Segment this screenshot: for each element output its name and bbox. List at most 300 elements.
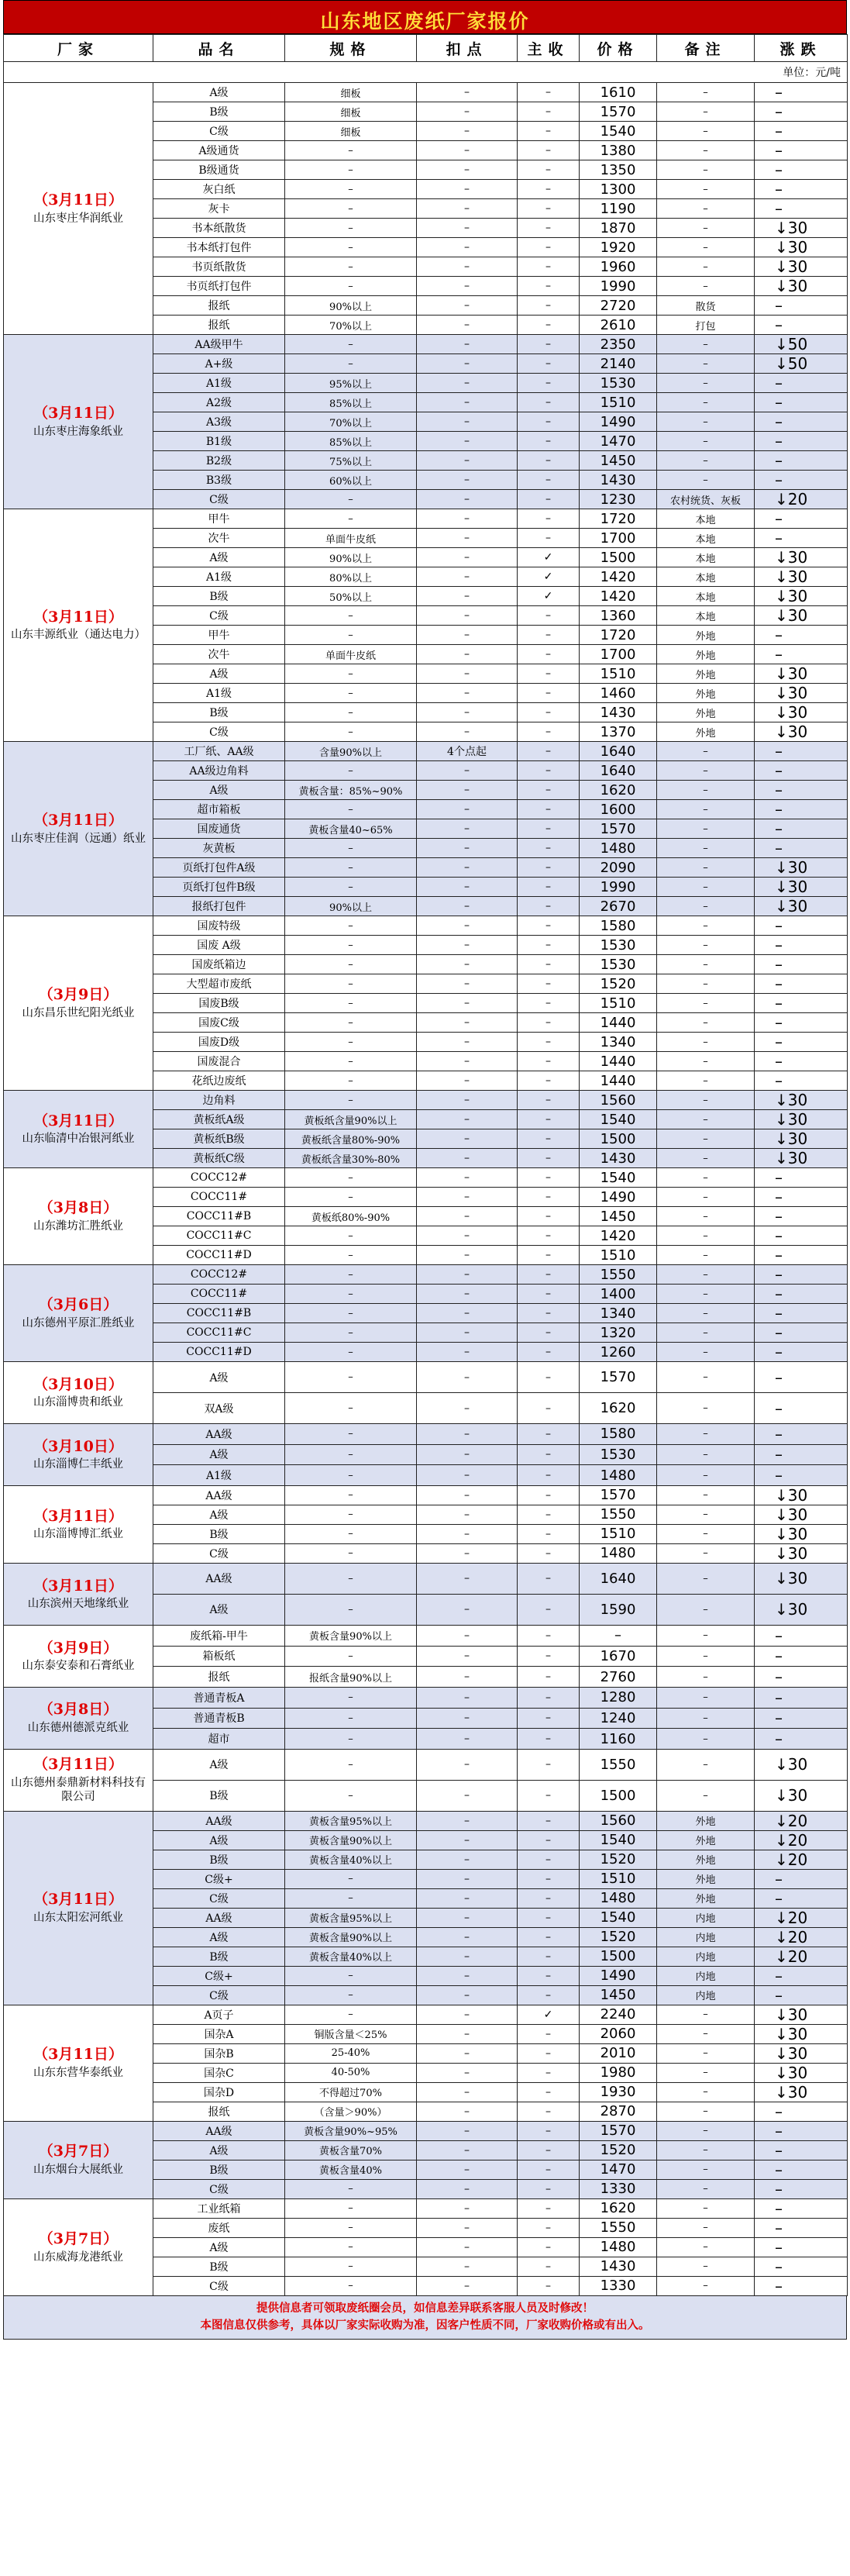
product-name-cell: A级 (153, 1505, 285, 1524)
price-cell: 1930 (580, 2082, 657, 2102)
spec-cell: 单面牛皮纸 (285, 529, 417, 548)
deduction-cell: – (417, 1927, 518, 1947)
spec-cell: – (285, 703, 417, 722)
main-collect-cell: – (518, 858, 580, 878)
main-collect-cell: – (518, 839, 580, 858)
spec-cell: – (285, 1304, 417, 1323)
product-name-cell: B2级 (153, 451, 285, 471)
change-cell: – (755, 626, 848, 645)
product-name-cell: 花纸边废纸 (153, 1071, 285, 1091)
remark-cell: – (657, 1625, 755, 1646)
remark-cell: – (657, 1362, 755, 1393)
price-cell: 1560 (580, 1811, 657, 1830)
spec-cell: 含量90%以上 (285, 742, 417, 761)
remark-cell: – (657, 1246, 755, 1265)
product-name-cell: B级 (153, 1850, 285, 1869)
spec-cell: – (285, 1485, 417, 1505)
header-deduction: 扣点 (417, 35, 518, 62)
price-cell: 1540 (580, 1830, 657, 1850)
price-cell: 1670 (580, 1646, 657, 1667)
price-cell: 1480 (580, 1465, 657, 1486)
main-collect-cell: – (518, 1129, 580, 1149)
factory-date: （3月11日） (33, 608, 123, 626)
change-cell: ↓30 (755, 1091, 848, 1110)
product-name-cell: 报纸 (153, 296, 285, 316)
deduction-cell: – (417, 1304, 518, 1323)
deduction-cell: – (417, 1323, 518, 1343)
spec-cell: – (285, 1424, 417, 1445)
price-cell: 1530 (580, 1444, 657, 1465)
product-name-cell: B级 (153, 587, 285, 606)
remark-cell: – (657, 1304, 755, 1323)
price-cell: 1510 (580, 664, 657, 684)
product-name-cell: 甲牛 (153, 509, 285, 529)
main-collect-cell: – (518, 1687, 580, 1708)
product-name-cell: A级 (153, 1749, 285, 1780)
price-cell: 1510 (580, 1869, 657, 1888)
deduction-cell: – (417, 374, 518, 393)
deduction-cell: – (417, 1908, 518, 1927)
price-cell: 1480 (580, 839, 657, 858)
change-cell: – (755, 2218, 848, 2237)
footer-notice (3, 2296, 847, 2340)
price-cell: 1640 (580, 761, 657, 781)
main-collect-cell: – (518, 2179, 580, 2198)
remark-cell: – (657, 122, 755, 141)
header-price: 价格 (580, 35, 657, 62)
deduction-cell: – (417, 412, 518, 432)
remark-cell: 内地 (657, 1966, 755, 1985)
product-name-cell: A1级 (153, 374, 285, 393)
deduction-cell: – (417, 2024, 518, 2043)
price-cell: 1570 (580, 819, 657, 839)
factory-date: （3月11日） (33, 405, 123, 422)
spec-cell: – (285, 257, 417, 277)
spec-cell: 黄板纸含量90%以上 (285, 1110, 417, 1129)
change-cell: ↓30 (755, 606, 848, 626)
spec-cell: 细板 (285, 83, 417, 102)
spec-cell: 50%以上 (285, 587, 417, 606)
main-collect-cell: – (518, 1265, 580, 1285)
change-cell: ↓30 (755, 1149, 848, 1168)
change-cell: ↓30 (755, 897, 848, 916)
main-collect-cell: – (518, 800, 580, 819)
product-name-cell: 废纸 (153, 2218, 285, 2237)
spec-cell: – (285, 1013, 417, 1033)
price-cell: 1490 (580, 1966, 657, 1985)
factory-cell (4, 1563, 153, 1625)
change-cell: ↓30 (755, 1505, 848, 1524)
product-name-cell: 国废C级 (153, 1013, 285, 1033)
remark-cell: – (657, 1524, 755, 1543)
change-cell: ↓30 (755, 664, 848, 684)
spec-cell: – (285, 2179, 417, 2198)
price-cell: 1640 (580, 742, 657, 761)
remark-cell: – (657, 1505, 755, 1524)
deduction-cell: – (417, 761, 518, 781)
remark-cell: – (657, 354, 755, 374)
deduction-cell: – (417, 1749, 518, 1780)
main-collect-cell: – (518, 1071, 580, 1091)
header-remark: 备注 (657, 35, 755, 62)
header-factory: 厂家 (4, 35, 153, 62)
deduction-cell: – (417, 1485, 518, 1505)
product-name-cell: 页纸打包件B级 (153, 878, 285, 897)
price-cell: 1370 (580, 722, 657, 742)
spec-cell: – (285, 1687, 417, 1708)
spec-cell: – (285, 761, 417, 781)
change-cell: – (755, 2198, 848, 2218)
product-name-cell: COCC11#B (153, 1304, 285, 1323)
deduction-cell: – (417, 1687, 518, 1708)
remark-cell: – (657, 994, 755, 1013)
unit-row (4, 62, 848, 83)
deduction-cell: – (417, 219, 518, 238)
change-cell: ↓30 (755, 257, 848, 277)
deduction-cell: – (417, 819, 518, 839)
deduction-cell: – (417, 839, 518, 858)
main-collect-cell: – (518, 1966, 580, 1985)
change-cell: – (755, 742, 848, 761)
remark-cell: – (657, 102, 755, 122)
change-cell: ↓30 (755, 1543, 848, 1563)
remark-cell: – (657, 2121, 755, 2140)
table-row (4, 1362, 848, 1393)
spec-cell: 70%以上 (285, 316, 417, 335)
spec-cell: – (285, 1362, 417, 1393)
change-cell: ↓50 (755, 335, 848, 354)
product-name-cell: COCC11#D (153, 1343, 285, 1362)
remark-cell: – (657, 1749, 755, 1780)
remark-cell: 外地 (657, 1811, 755, 1830)
remark-cell: – (657, 936, 755, 955)
price-cell: 1620 (580, 2198, 657, 2218)
spec-cell: – (285, 1563, 417, 1594)
deduction-cell: – (417, 1850, 518, 1869)
deduction-cell: – (417, 1110, 518, 1129)
price-cell: 1300 (580, 180, 657, 199)
table-row (4, 916, 848, 936)
price-cell: 1430 (580, 471, 657, 490)
deduction-cell: – (417, 548, 518, 567)
spec-cell: – (285, 160, 417, 180)
spec-cell: – (285, 354, 417, 374)
deduction-cell: – (417, 1985, 518, 2005)
remark-cell: – (657, 1149, 755, 1168)
product-name-cell: 报纸 (153, 1667, 285, 1688)
main-collect-cell: – (518, 1285, 580, 1304)
deduction-cell: – (417, 451, 518, 471)
factory-date: （3月11日） (33, 1112, 123, 1129)
remark-cell: – (657, 141, 755, 160)
deduction-cell: – (417, 974, 518, 994)
deduction-cell: – (417, 1646, 518, 1667)
spec-cell: 75%以上 (285, 451, 417, 471)
spec-cell: – (285, 664, 417, 684)
spec-cell: – (285, 626, 417, 645)
spec-cell: 报纸含量90%以上 (285, 1667, 417, 1688)
main-collect-cell: – (518, 974, 580, 994)
main-collect-cell: – (518, 316, 580, 335)
main-collect-cell: – (518, 1780, 580, 1811)
product-name-cell: COCC12# (153, 1265, 285, 1285)
deduction-cell: – (417, 1013, 518, 1033)
remark-cell: – (657, 1226, 755, 1246)
factory-name: 山东威海龙港纸业 (33, 2250, 123, 2264)
main-collect-cell: – (518, 742, 580, 761)
deduction-cell: – (417, 897, 518, 916)
main-collect-cell: – (518, 335, 580, 354)
change-cell: ↓30 (755, 2005, 848, 2024)
deduction-cell: – (417, 2140, 518, 2160)
main-collect-cell: – (518, 936, 580, 955)
change-cell: – (755, 1265, 848, 1285)
spec-cell: – (285, 490, 417, 509)
product-name-cell: 国杂D (153, 2082, 285, 2102)
factory-name: 山东泰安泰和石膏纸业 (22, 1660, 135, 1673)
product-name-cell: 报纸 (153, 316, 285, 335)
factory-name: 山东潍坊汇胜纸业 (33, 1219, 123, 1233)
remark-cell: – (657, 277, 755, 296)
remark-cell: – (657, 2218, 755, 2237)
price-cell: 1520 (580, 2140, 657, 2160)
remark-cell: – (657, 742, 755, 761)
remark-cell: – (657, 1687, 755, 1708)
product-name-cell: 甲牛 (153, 626, 285, 645)
spec-cell: 黄板纸80%-90% (285, 1207, 417, 1226)
product-name-cell: A级通货 (153, 141, 285, 160)
main-collect-cell: – (518, 2218, 580, 2237)
spec-cell: – (285, 1780, 417, 1811)
factory-name: 山东淄博博汇纸业 (33, 1528, 123, 1541)
deduction-cell: – (417, 800, 518, 819)
remark-cell: – (657, 1708, 755, 1729)
spec-cell: – (285, 219, 417, 238)
table-row (4, 1811, 848, 1830)
remark-cell: – (657, 761, 755, 781)
remark-cell: 内地 (657, 1908, 755, 1927)
remark-cell: – (657, 839, 755, 858)
price-cell: 1530 (580, 955, 657, 974)
price-cell: 1440 (580, 1052, 657, 1071)
deduction-cell: – (417, 1226, 518, 1246)
spec-cell: – (285, 858, 417, 878)
spec-cell: 黄板纸含量30%-80% (285, 1149, 417, 1168)
main-collect-cell: – (518, 819, 580, 839)
spec-cell: 黄板含量95%以上 (285, 1811, 417, 1830)
price-cell: 1440 (580, 1013, 657, 1033)
product-name-cell: 灰白纸 (153, 180, 285, 199)
spec-cell: 90%以上 (285, 548, 417, 567)
product-name-cell: COCC11# (153, 1285, 285, 1304)
spec-cell: – (285, 1646, 417, 1667)
main-collect-cell: – (518, 781, 580, 800)
price-cell: 1330 (580, 2276, 657, 2295)
change-cell: – (755, 83, 848, 102)
product-name-cell: COCC11#D (153, 1246, 285, 1265)
spec-cell: – (285, 141, 417, 160)
change-cell: ↓30 (755, 1749, 848, 1780)
product-name-cell: B级 (153, 2160, 285, 2179)
price-cell: 1470 (580, 2160, 657, 2179)
price-cell: 2140 (580, 354, 657, 374)
remark-cell: 外地 (657, 684, 755, 703)
deduction-cell: – (417, 1071, 518, 1091)
remark-cell: – (657, 1013, 755, 1033)
product-name-cell: 页纸打包件A级 (153, 858, 285, 878)
price-cell: 1500 (580, 1780, 657, 1811)
price-cell: 1420 (580, 567, 657, 587)
spec-cell: – (285, 199, 417, 219)
product-name-cell: A级 (153, 664, 285, 684)
table-row (4, 335, 848, 354)
deduction-cell: – (417, 645, 518, 664)
factory-cell (4, 1362, 153, 1424)
product-name-cell: A3级 (153, 412, 285, 432)
deduction-cell: – (417, 2005, 518, 2024)
change-cell: – (755, 955, 848, 974)
spec-cell: – (285, 1869, 417, 1888)
factory-cell (4, 1424, 153, 1486)
change-cell: – (755, 2237, 848, 2257)
deduction-cell: – (417, 122, 518, 141)
spec-cell: – (285, 2257, 417, 2276)
remark-cell: – (657, 1646, 755, 1667)
price-cell: 1960 (580, 257, 657, 277)
main-collect-cell: ✓ (518, 548, 580, 567)
main-collect-cell: – (518, 2257, 580, 2276)
deduction-cell: – (417, 1285, 518, 1304)
product-name-cell: 工业纸箱 (153, 2198, 285, 2218)
factory-name: 山东淄博贵和纸业 (33, 1396, 123, 1409)
spec-cell: 25-40% (285, 2043, 417, 2063)
remark-cell: – (657, 335, 755, 354)
spec-cell: 黄板含量40~65% (285, 819, 417, 839)
price-cell: 1510 (580, 994, 657, 1013)
change-cell: ↓30 (755, 684, 848, 703)
table-row (4, 1424, 848, 1445)
remark-cell: 本地 (657, 529, 755, 548)
price-cell: 1460 (580, 684, 657, 703)
product-name-cell: 次牛 (153, 645, 285, 664)
product-name-cell: 灰黄板 (153, 839, 285, 858)
factory-name: 山东枣庄海象纸业 (33, 425, 123, 438)
main-collect-cell: – (518, 1594, 580, 1625)
deduction-cell: – (417, 1424, 518, 1445)
product-name-cell: B3级 (153, 471, 285, 490)
deduction-cell: – (417, 2102, 518, 2121)
deduction-cell: – (417, 1869, 518, 1888)
price-cell: 1380 (580, 141, 657, 160)
deduction-cell: – (417, 1947, 518, 1966)
deduction-cell: – (417, 529, 518, 548)
product-name-cell: C级 (153, 606, 285, 626)
main-collect-cell: – (518, 490, 580, 509)
spec-cell: 铜版含量＜25% (285, 2024, 417, 2043)
spec-cell: – (285, 1071, 417, 1091)
deduction-cell: – (417, 722, 518, 742)
deduction-cell: – (417, 277, 518, 296)
price-cell: 1230 (580, 490, 657, 509)
spec-cell: – (285, 839, 417, 858)
product-name-cell: A级 (153, 2140, 285, 2160)
product-name-cell: 工厂纸、AA级 (153, 742, 285, 761)
main-collect-cell: – (518, 393, 580, 412)
factory-name: 山东丰源纸业（通达电力） (11, 629, 146, 642)
price-cell: 1990 (580, 277, 657, 296)
price-cell: 1500 (580, 548, 657, 567)
price-cell: 1580 (580, 916, 657, 936)
deduction-cell: – (417, 1708, 518, 1729)
deduction-cell: – (417, 1188, 518, 1207)
product-name-cell: A级 (153, 83, 285, 102)
remark-cell: – (657, 1667, 755, 1688)
table-row (4, 1168, 848, 1188)
remark-cell: – (657, 2160, 755, 2179)
spec-cell: 细板 (285, 122, 417, 141)
deduction-cell: – (417, 2179, 518, 2198)
product-name-cell: 双A级 (153, 1393, 285, 1424)
deduction-cell: – (417, 587, 518, 606)
price-cell: 1480 (580, 2237, 657, 2257)
change-cell: – (755, 1207, 848, 1226)
spec-cell: 单面牛皮纸 (285, 645, 417, 664)
change-cell: – (755, 180, 848, 199)
change-cell: – (755, 2140, 848, 2160)
change-cell: – (755, 2257, 848, 2276)
change-cell: – (755, 916, 848, 936)
change-cell: – (755, 1646, 848, 1667)
deduction-cell: – (417, 955, 518, 974)
deduction-cell: – (417, 199, 518, 219)
price-cell: 1540 (580, 1110, 657, 1129)
spec-cell: 80%以上 (285, 567, 417, 587)
deduction-cell: – (417, 2160, 518, 2179)
main-collect-cell: – (518, 451, 580, 471)
factory-name: 山东淄博仁丰纸业 (33, 1458, 123, 1471)
remark-cell: – (657, 1465, 755, 1486)
change-cell: – (755, 1625, 848, 1646)
table-row (4, 2198, 848, 2218)
spec-cell: 黄板含量40%以上 (285, 1947, 417, 1966)
unit-label: 单位：元/吨 (4, 62, 848, 83)
price-cell: 1520 (580, 1927, 657, 1947)
factory-cell (4, 2005, 153, 2121)
change-cell: ↓30 (755, 703, 848, 722)
main-collect-cell: – (518, 1830, 580, 1850)
product-name-cell: 书本纸散货 (153, 219, 285, 238)
remark-cell: – (657, 800, 755, 819)
product-name-cell: 国废通货 (153, 819, 285, 839)
spec-cell: – (285, 2276, 417, 2295)
change-cell: ↓30 (755, 1524, 848, 1543)
main-collect-cell: – (518, 1947, 580, 1966)
main-collect-cell: – (518, 2276, 580, 2295)
price-cell: 1400 (580, 1285, 657, 1304)
main-collect-cell: – (518, 722, 580, 742)
product-name-cell: 国杂C (153, 2063, 285, 2082)
product-name-cell: 普通青板A (153, 1687, 285, 1708)
main-collect-cell: – (518, 1625, 580, 1646)
main-collect-cell: – (518, 955, 580, 974)
deduction-cell: – (417, 1505, 518, 1524)
change-cell: – (755, 1687, 848, 1708)
change-cell: – (755, 781, 848, 800)
factory-cell (4, 83, 153, 335)
factory-cell (4, 1265, 153, 1362)
deduction-cell: – (417, 781, 518, 800)
spec-cell: – (285, 1033, 417, 1052)
